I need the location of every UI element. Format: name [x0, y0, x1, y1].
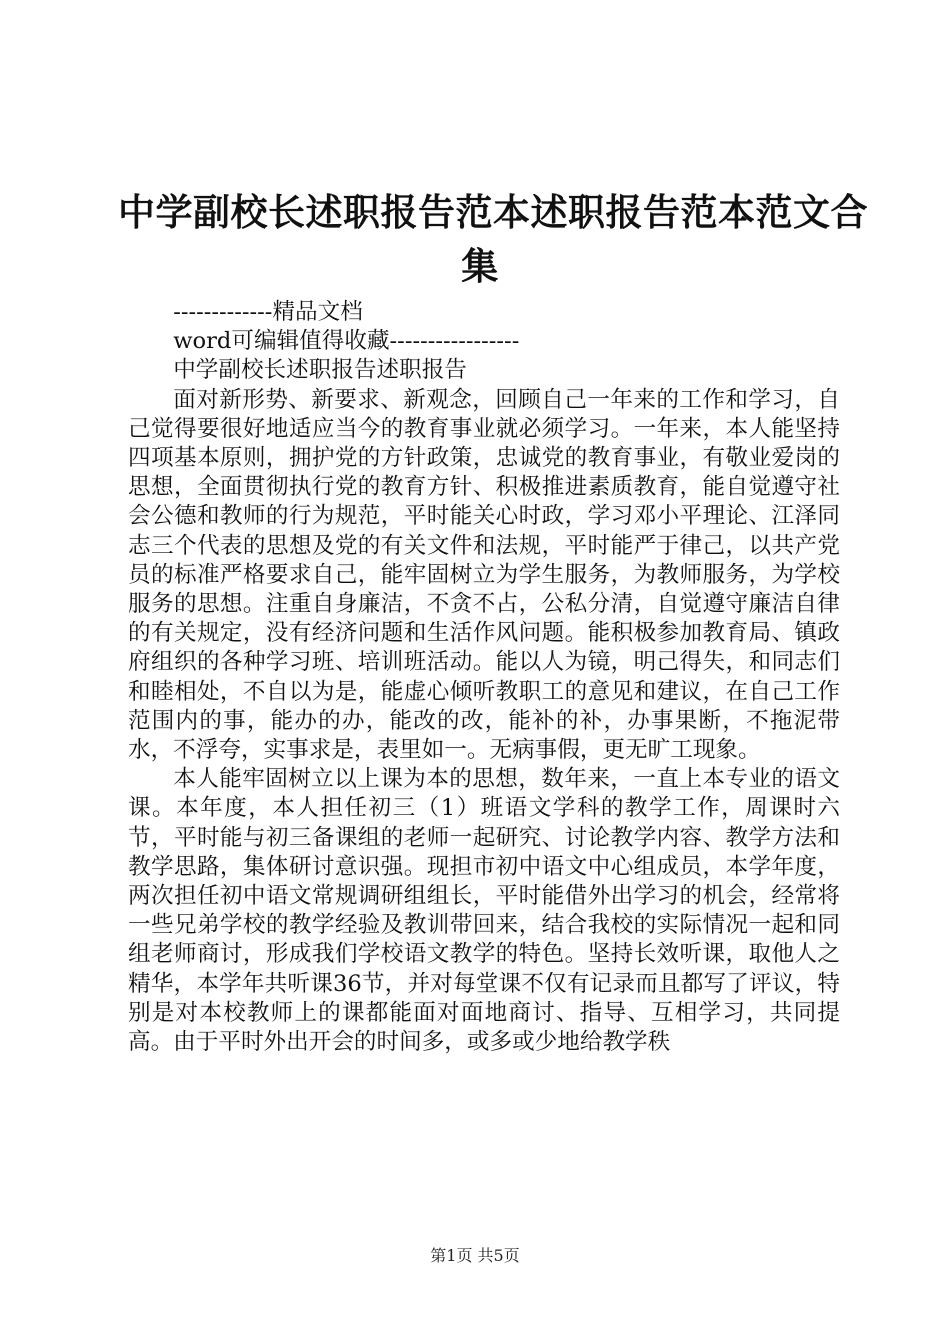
title-line-1: 中学副校长述职报告范本述职报告范本范文合	[118, 190, 868, 234]
title-line-2: 集	[461, 244, 499, 288]
paragraph-1: 面对新形势、新要求、新观念，回顾自己一年来的工作和学习，自己觉得要很好地适应当今的教育事业就必须学习。一年来，本人能坚持四项基本原则，拥护党的方针政策，忠诚党的教育事业，有敬业爱岗的思想，全面贯彻执行党的教育方针、积极推进素质教育，能自觉遵守社会公德和教师的行为规范，平时能关心时政，学习邓小平理论、江泽同志三个代表的思想及党的有关文件和法规，平时能严于律己，以共产党员的标准严格要求自己，能牢固树立为学生服务，为教师服务，为学校服务的思想。注重自身廉洁，不贪不占，公私分清，自觉遵守廉洁自律的有关规定，没有经济问题和生活作风问题。能积极参加教育局、镇政府组织的各种学习班、培训班活动。能以人为镜，明己得失，和同志们和睦相处，不自以为是，能虚心倾听教职工的意见和建议，在自己工作范围内的事，能办的办，能改的改，能补的补，办事果断，不拖泥带水，不浮夸，实事求是，表里如一。无病事假，更无旷工现象。	[128, 386, 840, 764]
subtitle: 中学副校长述职报告述职报告	[173, 357, 467, 384]
header-line-1: -------------精品文档	[173, 299, 363, 325]
header-line-2: word可编辑值得收藏-----------------	[173, 328, 520, 355]
document-body	[128, 298, 840, 1057]
document-title	[118, 186, 868, 292]
paragraph-2: 本人能牢固树立以上课为本的思想，数年来，一直上本专业的语文课。本年度，本人担任初三（1）班语文学科的教学工作，周课时六节，平时能与初三备课组的老师一起研究、讨论教学内容、教学方法和教学思路，集体研讨意识强。现担市初中语文中心组成员，本学年度，两次担任初中语文常规调研组组长，平时能借外出学习的机会，经常将一些兄弟学校的教学经验及教训带回来，结合我校的实际情况一起和同组老师商讨，形成我们学校语文教学的特色。坚持长效听课，取他人之精华，本学年共听课36节，并对每堂课不仅有记录而且都写了评议，特别是对本校教师上的课都能面对面地商讨、指导、互相学习，共同提高。由于平时外出开会的时间多，或多或少地给教学秩	[128, 766, 840, 1056]
page-footer: 第1页 共5页	[430, 1246, 520, 1265]
